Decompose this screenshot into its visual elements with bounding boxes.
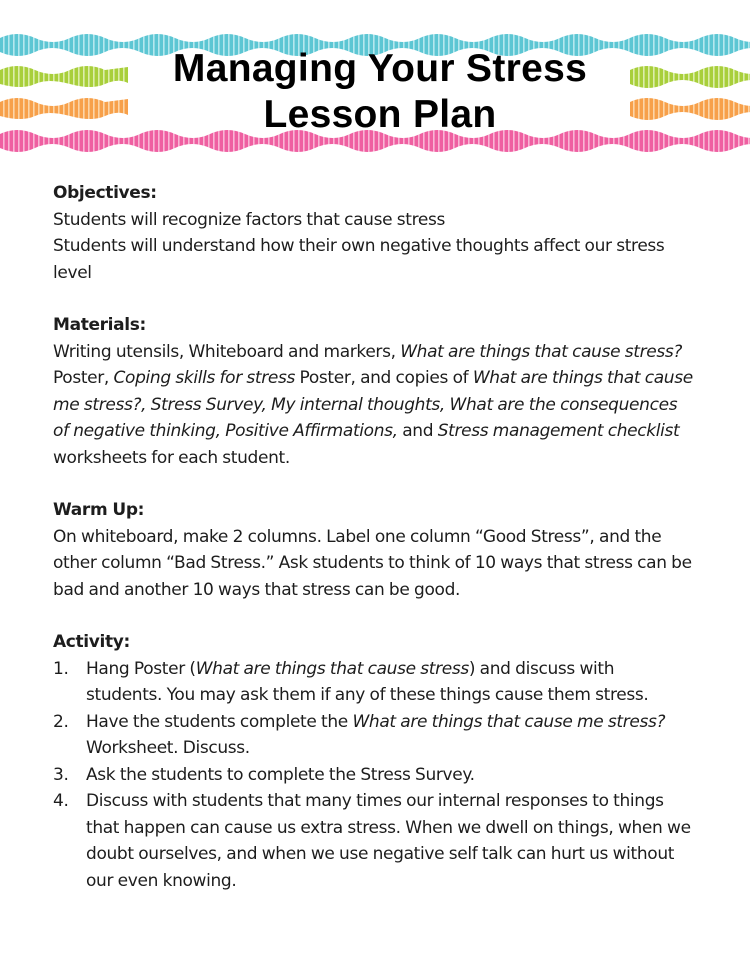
- warm-up-text: On whiteboard, make 2 columns. Label one column “Good Stress”, and the other column “Bad Stress.” Ask students to think of 10 ways that stress can be bad and another 10 ways that stress can be good.: [53, 526, 692, 600]
- materials-text-part: Poster, and copies of: [294, 368, 473, 388]
- materials-text-part: Poster,: [53, 368, 114, 388]
- activity-item: [53, 709, 693, 762]
- page-title-line-2: Lesson Plan: [263, 93, 497, 136]
- materials-text: [53, 339, 693, 472]
- activity-text-italic: What are things that cause me stress?: [352, 711, 666, 732]
- activity-item: [53, 762, 693, 789]
- materials-text-italic: What are things that cause me stress?, Stress Survey, My internal thoughts, What are the consequences of negative thinking, Positive Affirmations,: [53, 368, 693, 441]
- activity-item: [53, 656, 693, 709]
- activity-text-italic: What are things that cause stress: [195, 658, 469, 679]
- objective-line: Students will recognize factors that cause stress: [53, 209, 445, 230]
- materials-text-italic: Stress management checklist: [437, 421, 680, 441]
- materials-text-part: Writing utensils, Whiteboard and markers,: [53, 341, 401, 362]
- activity-item: [53, 788, 693, 894]
- materials-section: [53, 312, 693, 471]
- activity-text: Worksheet. Discuss.: [86, 738, 250, 758]
- warm-up-heading: Warm Up:: [53, 500, 145, 520]
- objectives-heading: Objectives:: [53, 183, 157, 203]
- activity-item-number: 2.: [53, 711, 69, 732]
- objective-line: Students will understand how their own negative thoughts affect our stress level: [53, 236, 665, 283]
- activity-list: [53, 656, 693, 895]
- activity-text: Discuss with students that many times our internal responses to things that happen can cause us extra stress. When we dwell on things, when we doubt ourselves, and when we use negative self talk can hurt us without our even knowing.: [86, 791, 691, 891]
- warm-up-section: [53, 497, 693, 603]
- activity-text: Have the students complete the: [86, 711, 353, 732]
- activity-text: Hang Poster (: [86, 658, 196, 679]
- activity-text: ) and discuss with students. You may ask them if any of these things cause them stress.: [86, 658, 649, 705]
- lesson-plan-body: [53, 180, 693, 920]
- activity-text: Ask the students to complete the Stress Survey.: [86, 764, 475, 785]
- activity-section: [53, 629, 693, 894]
- activity-heading: Activity:: [53, 632, 130, 652]
- activity-item-number: 3.: [53, 764, 69, 785]
- header-banner: [0, 0, 750, 160]
- page-title-line-1: Managing Your Stress: [172, 47, 588, 90]
- materials-text-part: and: [397, 421, 438, 441]
- materials-heading: Materials:: [53, 315, 146, 335]
- activity-item-number: 4.: [53, 791, 69, 811]
- materials-text-italic: What are things that cause stress?: [400, 341, 683, 362]
- activity-item-number: 1.: [53, 658, 69, 679]
- materials-text-italic: Coping skills for stress: [113, 368, 295, 388]
- materials-text-part: worksheets for each student.: [53, 447, 290, 468]
- objectives-section: [53, 180, 693, 286]
